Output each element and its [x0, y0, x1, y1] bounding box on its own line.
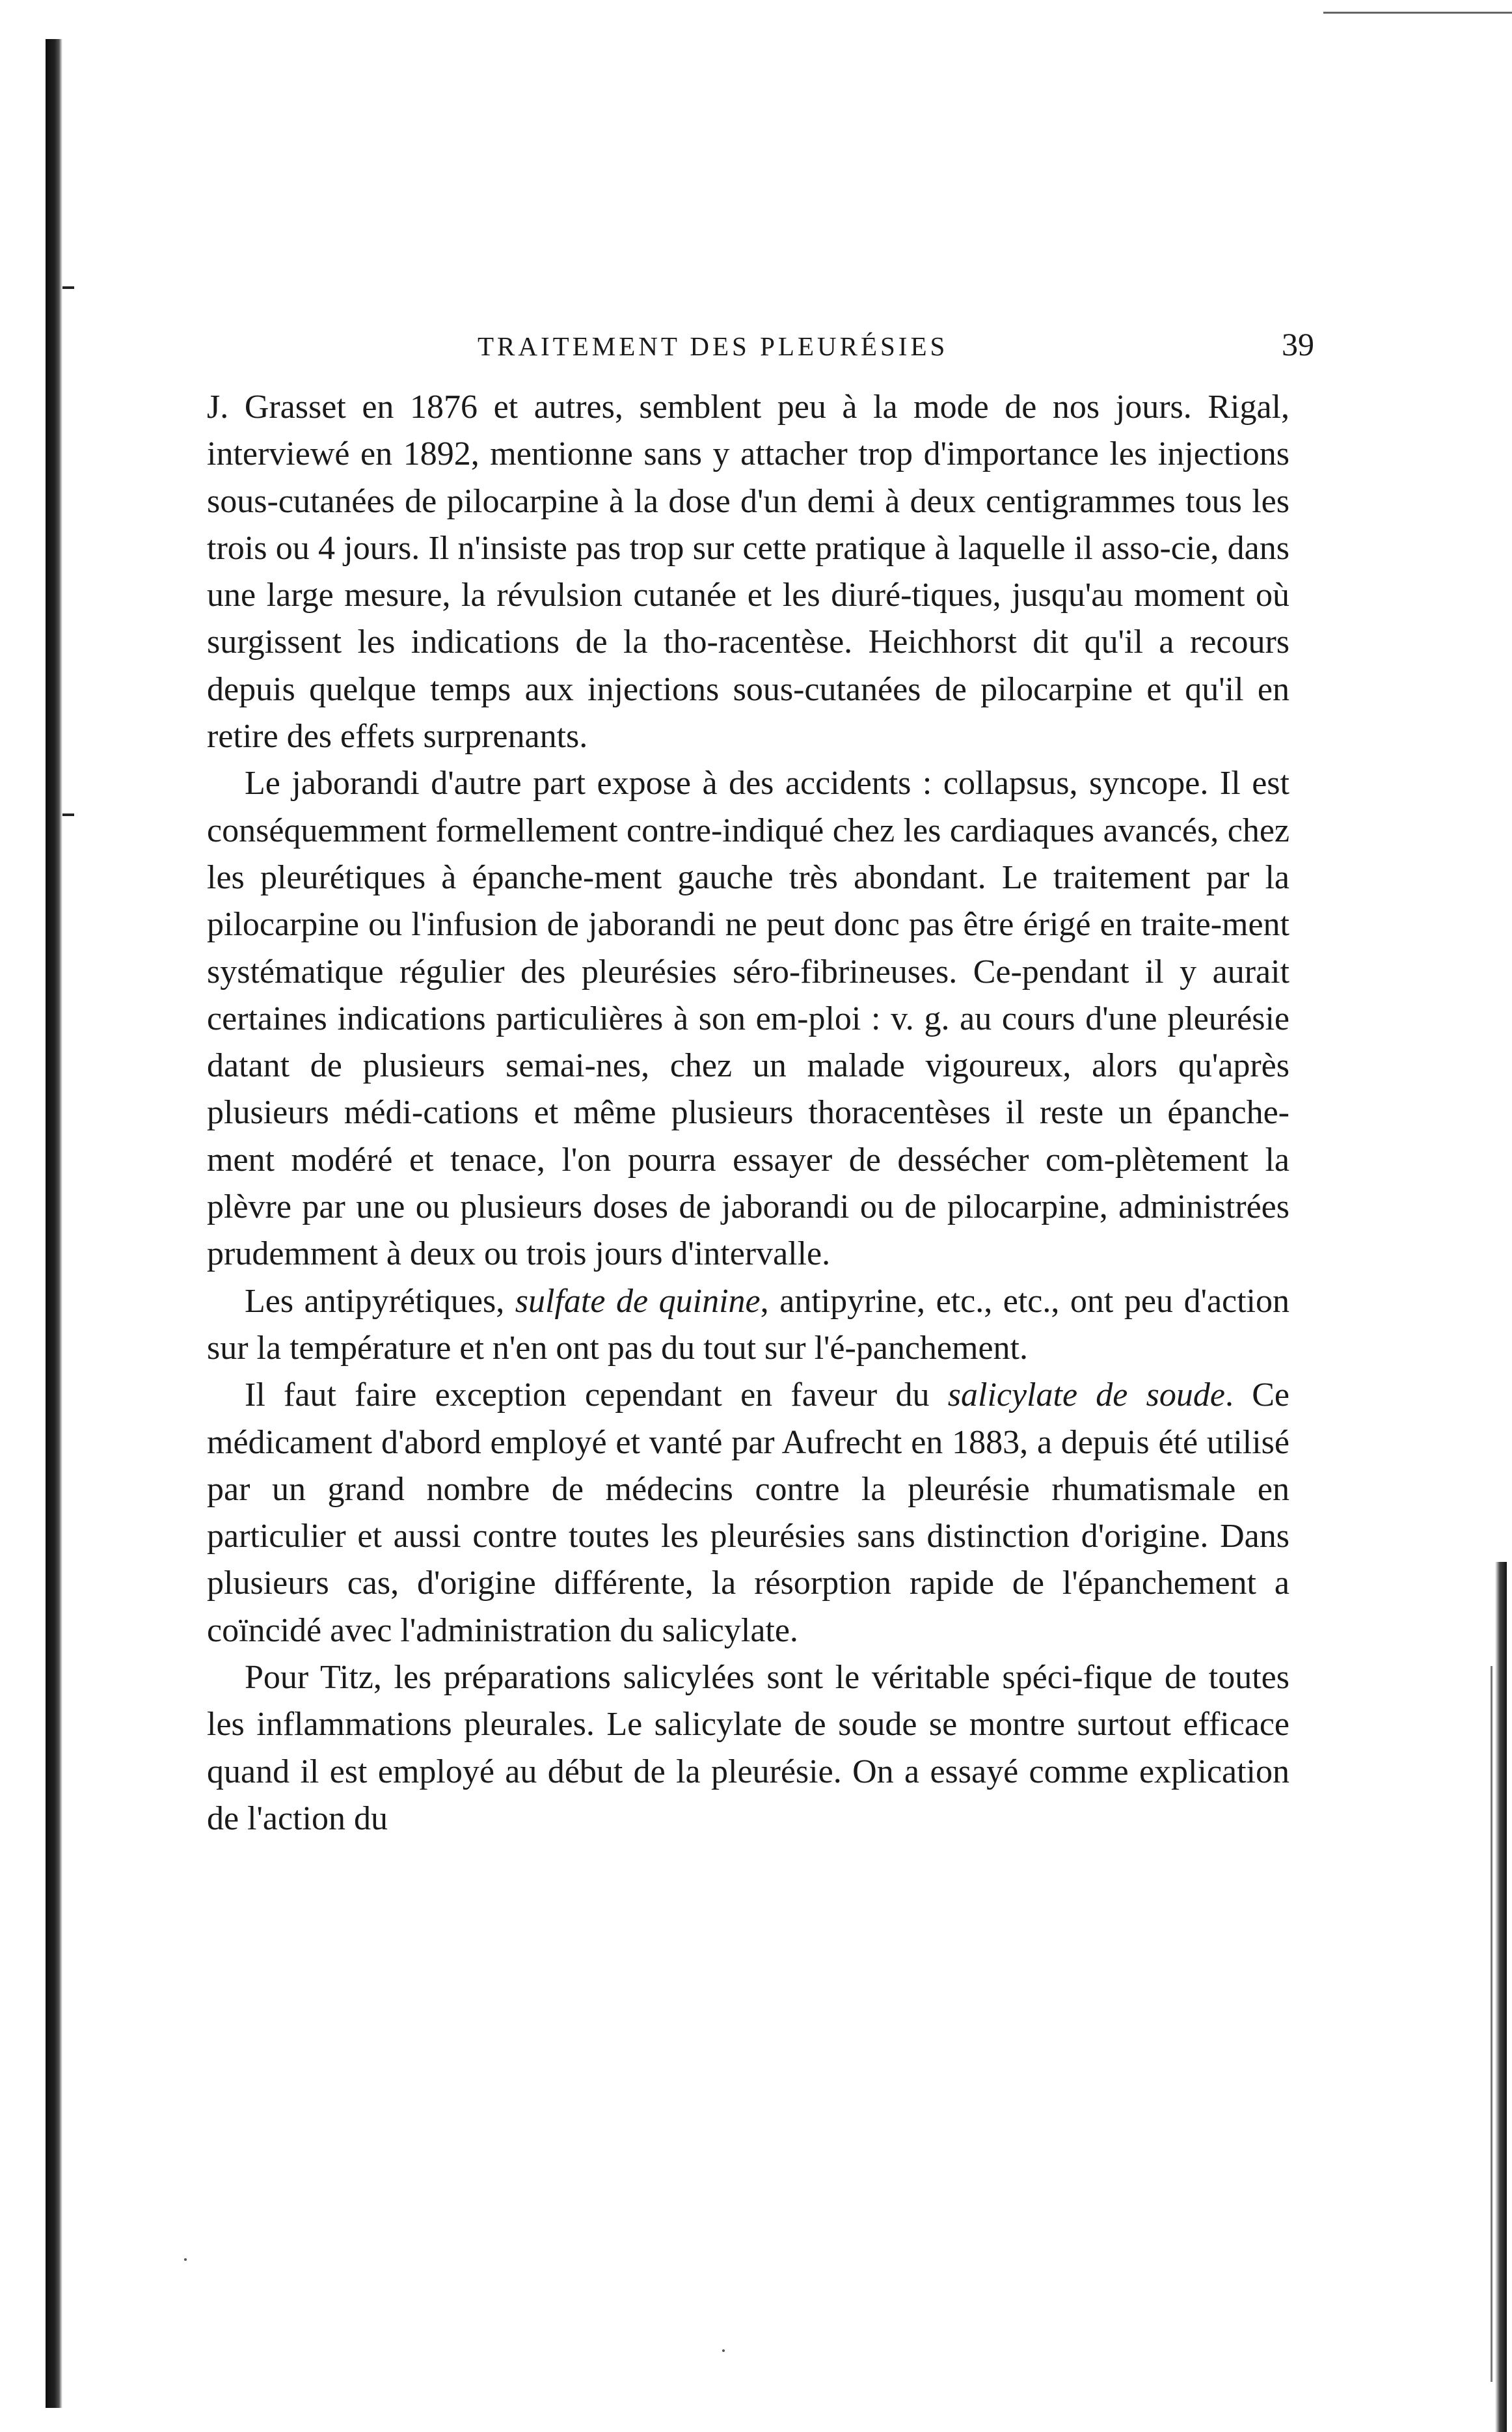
running-head	[207, 325, 1314, 371]
running-title: TRAITEMENT DES PLEURÉSIES	[478, 331, 949, 361]
scan-line-right	[1491, 1666, 1492, 2382]
scan-shadow-left	[46, 39, 62, 2408]
paragraph	[207, 1278, 1289, 1373]
scan-line-top	[1323, 12, 1512, 14]
paragraph	[207, 384, 1289, 760]
text-run: J. Grasset en 1876 et autres, semblent peu à la mode de nos jours. Rigal, interviewé en 1892, mentionne sans y attacher trop d'importance les injections sous-cutanées de pilocarpine à la dose d'un demi à deux centigrammes tous les trois ou 4 jours. Il n'insiste pas trop sur cette pratique à laquelle il asso-cie, dans une large mesure, la révulsion cutanée et les diuré-tiques, jusqu'au moment où surgissent les indications de la tho-racentèse. Heichhorst dit qu'il a recours depuis quelque temps aux injections sous-cutanées de pilocarpine et qu'il en retire des effets surprenants.	[207, 389, 1289, 756]
page-number: 39	[1282, 326, 1314, 362]
scan-mark	[62, 813, 74, 816]
text-run: . Ce médicament d'abord employé et vanté par Aufrecht en 1883, a depuis été utilisé par un grand nombre de médecins contre la pleurésie rhumatismale en particulier et aussi contre toutes les pleurésies sans distinction d'origine. Dans plusieurs cas, d'origine différente, la résorption rapide de l'épanchement a coïncidé avec l'administration du salicylate.	[207, 1376, 1289, 1649]
paragraph	[207, 1654, 1289, 1842]
scan-speck	[184, 2258, 187, 2261]
text-run: Il faut faire exception cependant en faveur du	[245, 1376, 948, 1414]
paragraph	[207, 760, 1289, 1277]
scan-mark	[62, 286, 74, 289]
italic-term: sulfate de quinine	[515, 1282, 761, 1320]
text-run: Pour Titz, les préparations salicylées sont le véritable spéci-fique de toutes les inflammations pleurales. Le salicylate de soude se montre surtout efficace quand il est employé au début de la pleurésie. On a essayé comme explication de l'action du	[207, 1659, 1289, 1837]
text-run: , antipyrine, etc., etc., ont peu d'action sur la température et n'en ont pas du tout sur l'é-panchement.	[207, 1282, 1289, 1367]
body-text	[207, 384, 1289, 1842]
scan-shadow-right	[1495, 1562, 1507, 2432]
scan-speck	[722, 2349, 725, 2352]
text-run: Le jaborandi d'autre part expose à des accidents : collapsus, syncope. Il est conséquemment formellement contre-indiqué chez les cardiaques avancés, chez les pleurétiques à épanche-ment gauche très abondant. Le traitement par la pilocarpine ou l'infusion de jaborandi ne peut donc pas être érigé en traite-ment systématique régulier des pleurésies séro-fibrineuses. Ce-pendant il y aurait certaines indications particulières à son em-ploi : v. g. au cours d'une pleurésie datant de plusieurs semai-nes, chez un malade vigoureux, alors qu'après plusieurs médi-cations et même plusieurs thoracentèses il reste un épanche-ment modéré et tenace, l'on pourra essayer de dessécher com-plètement la plèvre par une ou plusieurs doses de jaborandi ou de pilocarpine, administrées prudemment à deux ou trois jours d'intervalle.	[207, 765, 1289, 1273]
paragraph	[207, 1372, 1289, 1654]
text-run: Les antipyrétiques,	[245, 1282, 515, 1320]
italic-term: salicylate de soude	[947, 1376, 1225, 1414]
